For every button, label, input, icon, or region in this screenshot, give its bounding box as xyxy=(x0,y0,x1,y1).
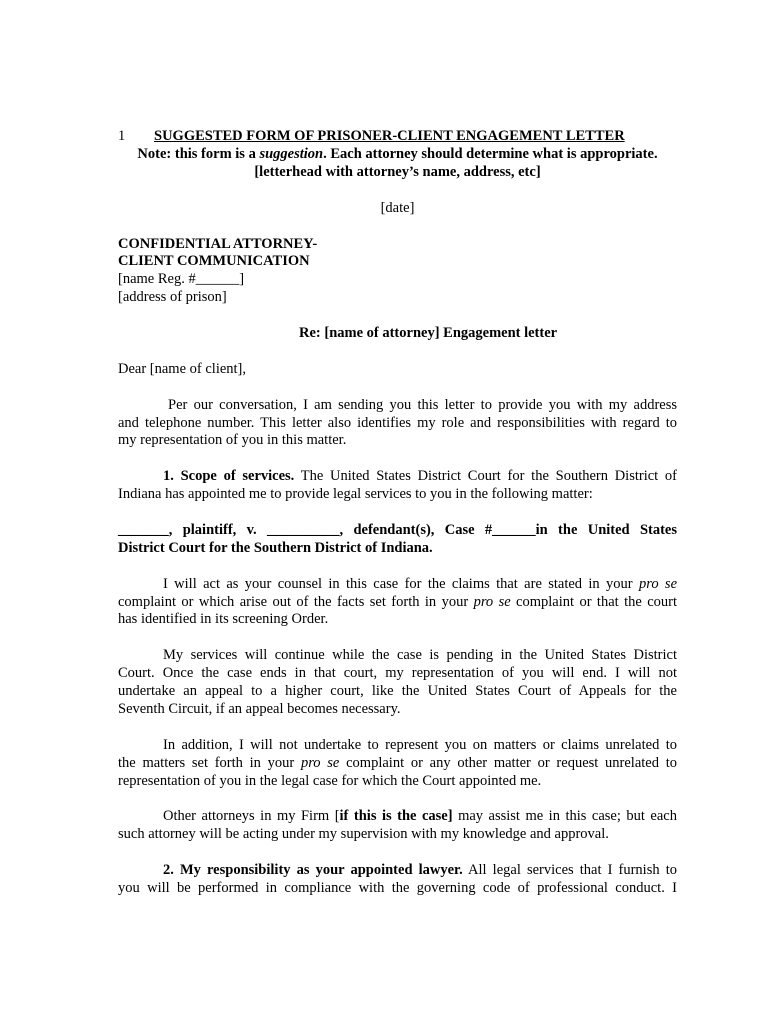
title-number: 1 xyxy=(118,128,126,144)
others-text: may assist me in this case; but each xyxy=(452,808,677,825)
services-line: My services will continue while the case is pending in the United States District xyxy=(163,647,677,664)
addition-line: In addition, I will not undertake to represent you on matters or claims unrelated to xyxy=(163,736,677,753)
note-emphasis: suggestion xyxy=(259,146,324,162)
form-title xyxy=(118,128,677,146)
recipient-address: [address of prison] xyxy=(118,289,227,306)
responsibility-line: All legal services that I furnish to xyxy=(462,862,677,879)
counsel-text: complaint or which arise out of the facts set forth in your xyxy=(118,593,474,610)
services-line: undertake an appeal to a higher court, like the United States Court of Appeals for the xyxy=(118,683,677,700)
case-line: District Court for the Southern District of Indiana. xyxy=(118,539,433,556)
recipient-name: [name Reg. #______] xyxy=(118,271,245,288)
case-line: _______, plaintiff, v. __________, defendant(s), Case #______in the United States xyxy=(118,521,677,538)
pro-se-term: pro se xyxy=(473,593,511,610)
intro-line: my representation of you in this matter. xyxy=(118,432,347,449)
form-note xyxy=(118,146,677,164)
intro-paragraph xyxy=(118,397,677,451)
addition-text: the matters set forth in your xyxy=(118,754,301,771)
note-lead: Note: this form is a xyxy=(137,146,260,162)
services-line: Court. Once the case ends in that court, my representation of you will end. I will not xyxy=(118,665,677,682)
confidential-line-2: CLIENT COMMUNICATION xyxy=(118,253,310,270)
responsibility-paragraph xyxy=(118,862,677,898)
case-caption xyxy=(118,522,677,558)
addition-text: complaint or any other matter or request unrelated to xyxy=(339,754,677,771)
confidential-line-1: CONFIDENTIAL ATTORNEY- xyxy=(118,235,318,252)
responsibility-line: you will be performed in compliance with the governing code of professional conduct. I xyxy=(118,879,677,896)
intro-line: Per our conversation, I am sending you this letter to provide you with my address xyxy=(168,396,677,413)
scope-paragraph xyxy=(118,468,677,504)
counsel-text: has identified in its screening Order. xyxy=(118,611,329,628)
letter-page xyxy=(118,128,677,898)
others-paragraph xyxy=(118,808,677,844)
scope-line: The United States District Court for the Southern District of xyxy=(294,468,678,485)
services-line: Seventh Circuit, if an appeal becomes necessary. xyxy=(118,700,401,717)
intro-line: and telephone number. This letter also identifies my role and responsibilities with regard to xyxy=(118,414,677,431)
note-rest: . Each attorney should determine what is appropriate. xyxy=(323,146,658,162)
pro-se-term: pro se xyxy=(638,575,678,592)
letterhead-placeholder: [letterhead with attorney’s name, address, etc] xyxy=(254,163,541,180)
scope-line: Indiana has appointed me to provide legal services to you in the following matter: xyxy=(118,486,593,503)
responsibility-heading: 2. My responsibility as your appointed lawyer. xyxy=(163,862,463,879)
others-text: Other attorneys in my Firm [ xyxy=(163,808,340,825)
counsel-text: I will act as your counsel in this case for the claims that are stated in your xyxy=(163,575,639,592)
addition-line: representation of you in the legal case for which the Court appointed me. xyxy=(118,772,542,789)
others-bracket-note: if this is the case] xyxy=(339,808,453,825)
title-text: SUGGESTED FORM OF PRISONER-CLIENT ENGAGEMENT LETTER xyxy=(154,128,625,144)
re-line: Re: [name of attorney] Engagement letter xyxy=(299,325,558,342)
services-paragraph xyxy=(118,647,677,719)
salutation: Dear [name of client], xyxy=(118,360,247,377)
scope-heading: 1. Scope of services. xyxy=(163,468,295,485)
counsel-text: complaint or that the court xyxy=(510,593,677,610)
others-line: such attorney will be acting under my supervision with my knowledge and approval. xyxy=(118,826,609,843)
pro-se-term: pro se xyxy=(300,754,340,771)
addition-paragraph xyxy=(118,737,677,791)
date-placeholder: [date] xyxy=(380,199,415,216)
counsel-paragraph xyxy=(118,576,677,630)
